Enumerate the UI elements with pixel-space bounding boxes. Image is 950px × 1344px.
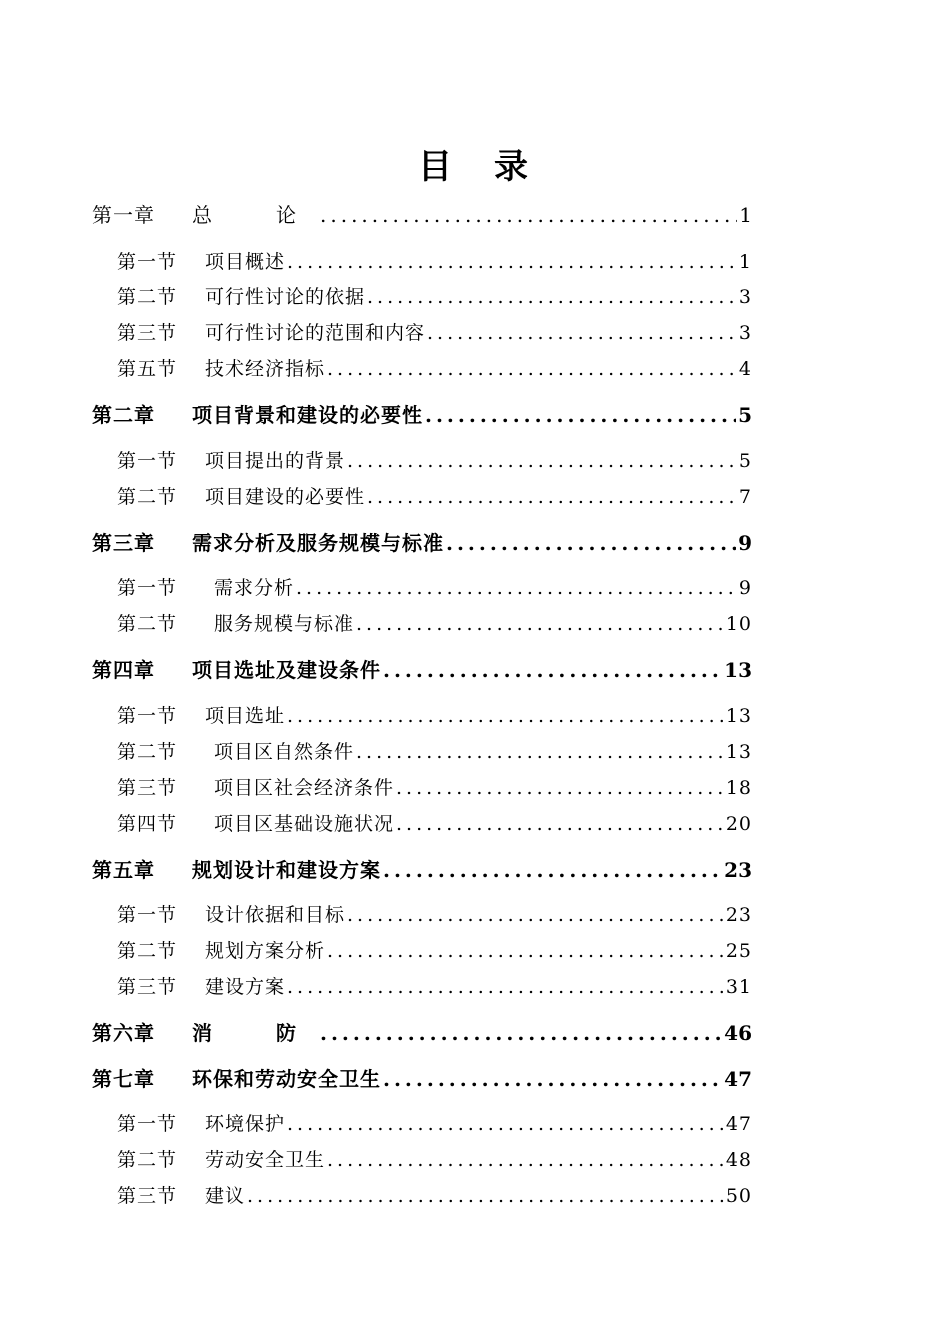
toc-entry-number: 第二节 xyxy=(117,940,178,962)
toc-entry-title: 劳动安全卫生 xyxy=(205,1149,326,1171)
toc-entry-page: 1 xyxy=(739,203,752,227)
toc-entry-title: 建议 xyxy=(205,1185,246,1207)
toc-entry-number: 第二节 xyxy=(117,1149,178,1171)
toc-entry-page: 9 xyxy=(738,531,752,555)
toc-section-entry[interactable] xyxy=(117,355,752,383)
toc-entry-page: 10 xyxy=(725,613,752,635)
toc-entry-page: 13 xyxy=(725,741,752,763)
toc-entry-page: 23 xyxy=(725,904,752,926)
toc-entry-title: 需求分析 xyxy=(214,577,295,599)
toc-leader-dots xyxy=(325,355,737,383)
toc-entry-title: 规划设计和建设方案 xyxy=(192,858,381,882)
toc-entry-number: 第二节 xyxy=(117,286,178,308)
toc-section-entry[interactable] xyxy=(117,1182,752,1210)
toc-entry-title: 环境保护 xyxy=(205,1113,286,1135)
toc-entry-page: 5 xyxy=(738,403,752,427)
toc-leader-dots xyxy=(294,574,737,602)
toc-leader-dots xyxy=(381,656,722,684)
toc-entry-page: 1 xyxy=(738,251,752,273)
toc-entry-page: 46 xyxy=(724,1021,752,1045)
toc-section-entry[interactable] xyxy=(117,483,752,511)
toc-section-entry[interactable] xyxy=(117,1146,752,1174)
toc-entry-page: 5 xyxy=(738,450,752,472)
toc-entry-page: 47 xyxy=(725,1113,752,1135)
toc-entry-page: 7 xyxy=(738,486,752,508)
toc-section-entry[interactable] xyxy=(117,702,752,730)
toc-entry-title: 技术经济指标 xyxy=(205,358,326,380)
toc-entry-title: 项目背景和建设的必要性 xyxy=(192,403,423,427)
toc-entry-page: 18 xyxy=(725,777,752,799)
toc-section-entry[interactable] xyxy=(117,447,752,475)
toc-entry-page: 48 xyxy=(725,1149,752,1171)
toc-leader-dots xyxy=(394,774,724,802)
toc-section-entry[interactable] xyxy=(117,810,752,838)
toc-chapter-entry[interactable] xyxy=(92,1019,752,1047)
toc-entry-title: 项目区社会经济条件 xyxy=(214,777,395,799)
toc-entry-number: 第四节 xyxy=(117,813,178,835)
toc-entry-page: 13 xyxy=(725,705,752,727)
toc-entry-number: 第一节 xyxy=(117,450,178,472)
toc-entry-title: 项目区自然条件 xyxy=(214,741,355,763)
toc-entry-page: 47 xyxy=(724,1067,752,1091)
toc-leader-dots xyxy=(285,702,724,730)
toc-entry-number: 第三节 xyxy=(117,1185,178,1207)
toc-entry-page: 4 xyxy=(738,358,752,380)
toc-leader-dots xyxy=(345,901,724,929)
toc-entry-title: 环保和劳动安全卫生 xyxy=(192,1067,381,1091)
toc-leader-dots xyxy=(423,401,736,429)
toc-leader-dots xyxy=(285,248,737,276)
toc-entry-title: 项目区基础设施状况 xyxy=(214,813,395,835)
toc-section-entry[interactable] xyxy=(117,574,752,602)
toc-leader-dots xyxy=(325,1146,724,1174)
toc-entry-number: 第一节 xyxy=(117,1113,178,1135)
toc-entry-title: 建设方案 xyxy=(205,976,286,998)
toc-entry-page: 50 xyxy=(725,1185,752,1207)
page-title: 目 录 xyxy=(418,147,532,187)
toc-entry-number: 第二章 xyxy=(92,403,155,427)
toc-section-entry[interactable] xyxy=(117,901,752,929)
toc-chapter-entry[interactable] xyxy=(92,529,752,557)
toc-entry-title: 可行性讨论的依据 xyxy=(205,286,366,308)
toc-entry-number: 第一章 xyxy=(92,203,155,227)
toc-entry-number: 第六章 xyxy=(92,1021,155,1045)
toc-entry-number: 第一节 xyxy=(117,705,178,727)
toc-section-entry[interactable] xyxy=(117,774,752,802)
toc-leader-dots xyxy=(365,483,737,511)
toc-entry-title: 项目提出的背景 xyxy=(205,450,346,472)
toc-leader-dots xyxy=(325,937,724,965)
toc-entry-title: 项目建设的必要性 xyxy=(205,486,366,508)
toc-leader-dots xyxy=(285,1110,724,1138)
toc-entry-page: 3 xyxy=(738,322,752,344)
toc-entry-title: 需求分析及服务规模与标准 xyxy=(192,531,444,555)
toc-section-entry[interactable] xyxy=(117,248,752,276)
toc-entry-title: 规划方案分析 xyxy=(205,940,326,962)
toc-entry-number: 第三节 xyxy=(117,976,178,998)
toc-entry-number: 第四章 xyxy=(92,658,155,682)
toc-entry-title: 服务规模与标准 xyxy=(214,613,355,635)
toc-entry-page: 31 xyxy=(725,976,752,998)
toc-entry-number: 第三节 xyxy=(117,322,178,344)
toc-entry-page: 13 xyxy=(724,658,752,682)
toc-entry-number: 第二节 xyxy=(117,613,178,635)
toc-leader-dots xyxy=(354,738,724,766)
toc-entry-page: 25 xyxy=(725,940,752,962)
toc-entry-number: 第五节 xyxy=(117,358,178,380)
toc-chapter-entry[interactable] xyxy=(92,1065,752,1093)
toc-entry-number: 第七章 xyxy=(92,1067,155,1091)
toc-entry-number: 第一节 xyxy=(117,251,178,273)
toc-chapter-entry[interactable] xyxy=(92,656,752,684)
toc-section-entry[interactable] xyxy=(117,973,752,1001)
toc-leader-dots xyxy=(318,201,737,229)
toc-leader-dots xyxy=(444,529,736,557)
toc-entry-title: 可行性讨论的范围和内容 xyxy=(205,322,426,344)
toc-leader-dots xyxy=(394,810,724,838)
toc-leader-dots xyxy=(354,610,724,638)
toc-leader-dots xyxy=(365,283,737,311)
toc-section-entry[interactable] xyxy=(117,1110,752,1138)
toc-section-entry[interactable] xyxy=(117,610,752,638)
toc-leader-dots xyxy=(285,973,724,1001)
toc-entry-number: 第二节 xyxy=(117,741,178,763)
toc-entry-title: 总 论 xyxy=(192,203,318,227)
toc-entry-page: 20 xyxy=(725,813,752,835)
toc-entry-number: 第二节 xyxy=(117,486,178,508)
toc-leader-dots xyxy=(425,319,737,347)
toc-section-entry[interactable] xyxy=(117,283,752,311)
toc-entry-title: 项目选址 xyxy=(205,705,286,727)
toc-entry-number: 第五章 xyxy=(92,858,155,882)
toc-entry-title: 设计依据和目标 xyxy=(205,904,346,926)
toc-entry-page: 9 xyxy=(738,577,752,599)
toc-section-entry[interactable] xyxy=(117,319,752,347)
toc-section-entry[interactable] xyxy=(117,738,752,766)
toc-section-entry[interactable] xyxy=(117,937,752,965)
toc-leader-dots xyxy=(345,447,737,475)
toc-entry-number: 第三章 xyxy=(92,531,155,555)
toc-leader-dots xyxy=(381,856,722,884)
toc-entry-number: 第一节 xyxy=(117,577,178,599)
toc-leader-dots xyxy=(318,1019,722,1047)
toc-chapter-entry[interactable] xyxy=(92,201,752,229)
toc-leader-dots xyxy=(245,1182,724,1210)
toc-entry-page: 3 xyxy=(738,286,752,308)
toc-entry-number: 第一节 xyxy=(117,904,178,926)
toc-chapter-entry[interactable] xyxy=(92,856,752,884)
toc-entry-title: 消 防 xyxy=(192,1021,318,1045)
toc-entry-title: 项目选址及建设条件 xyxy=(192,658,381,682)
toc-leader-dots xyxy=(381,1065,722,1093)
toc-entry-page: 23 xyxy=(724,858,752,882)
toc-chapter-entry[interactable] xyxy=(92,401,752,429)
toc-entry-title: 项目概述 xyxy=(205,251,286,273)
toc-entry-number: 第三节 xyxy=(117,777,178,799)
